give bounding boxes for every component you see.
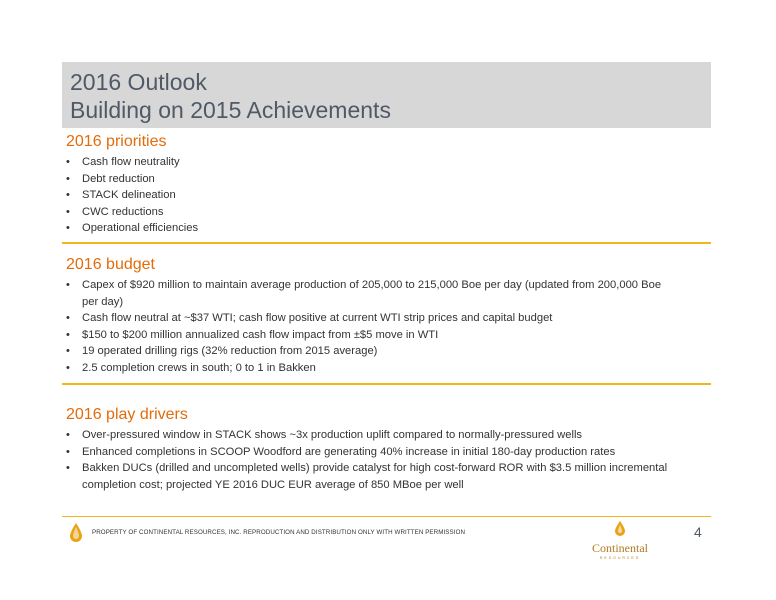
list-item: • Over-pressured window in STACK shows ~3x production uplift compared to normally-pressured wells [66,429,583,441]
list-item: • Capex of $920 million to maintain average production of 205,000 to 215,000 Boe per day (updated from 200,000 Boe per day) [66,279,662,308]
section-heading: 2016 priorities [66,133,167,150]
logo-flame-icon [613,520,627,538]
list-item: • 19 operated drilling rigs (32% reduction from 2015 average) [66,345,378,357]
continental-logo: Continental RESOURCES [580,520,660,560]
section-play-drivers [62,405,711,493]
section-heading: 2016 budget [66,256,155,273]
bullet-list [62,427,711,493]
footer-copyright: PROPERTY OF CONTINENTAL RESOURCES, INC. REPRODUCTION AND DISTRIBUTION ONLY WITH WRITTEN PERMISSION [92,529,466,536]
list-item: • Debt reduction [66,172,155,185]
list-item: • Enhanced completions in SCOOP Woodford are generating 40% increase in initial 180-day production rates [66,445,616,458]
section-budget [62,255,711,376]
list-item: • Bakken DUCs (drilled and uncompleted wells) provide catalyst for high cost-forward ROR with $3.5 million incremental completion cost; projected YE 2016 DUC EUR average of 850 MBoe per well [66,462,668,491]
page-number: 4 [694,524,702,540]
section-priorities [62,132,711,237]
list-item: • Cash flow neutrality [66,156,180,168]
title-banner [62,62,711,128]
list-item: • CWC reductions [66,205,164,218]
list-item: • 2.5 completion crews in south; 0 to 1 in Bakken [66,361,316,374]
list-item: • STACK delineation [66,189,176,201]
oil-drop-icon [68,522,84,549]
section-divider [62,383,711,385]
section-heading: 2016 play drivers [66,406,188,423]
list-item: • $150 to $200 million annualized cash flow impact from ±$5 move in WTI [66,328,439,341]
footer-divider [62,516,711,517]
page-subtitle: Building on 2015 Achievements [70,97,391,123]
bullet-list [62,154,711,237]
list-item: • Operational efficiencies [66,222,199,234]
list-item: • Cash flow neutral at ~$37 WTI; cash flow positive at current WTI strip prices and capital budget [66,312,553,324]
bullet-list [62,277,711,376]
page-title: 2016 Outlook [70,69,207,95]
section-divider [62,242,711,244]
